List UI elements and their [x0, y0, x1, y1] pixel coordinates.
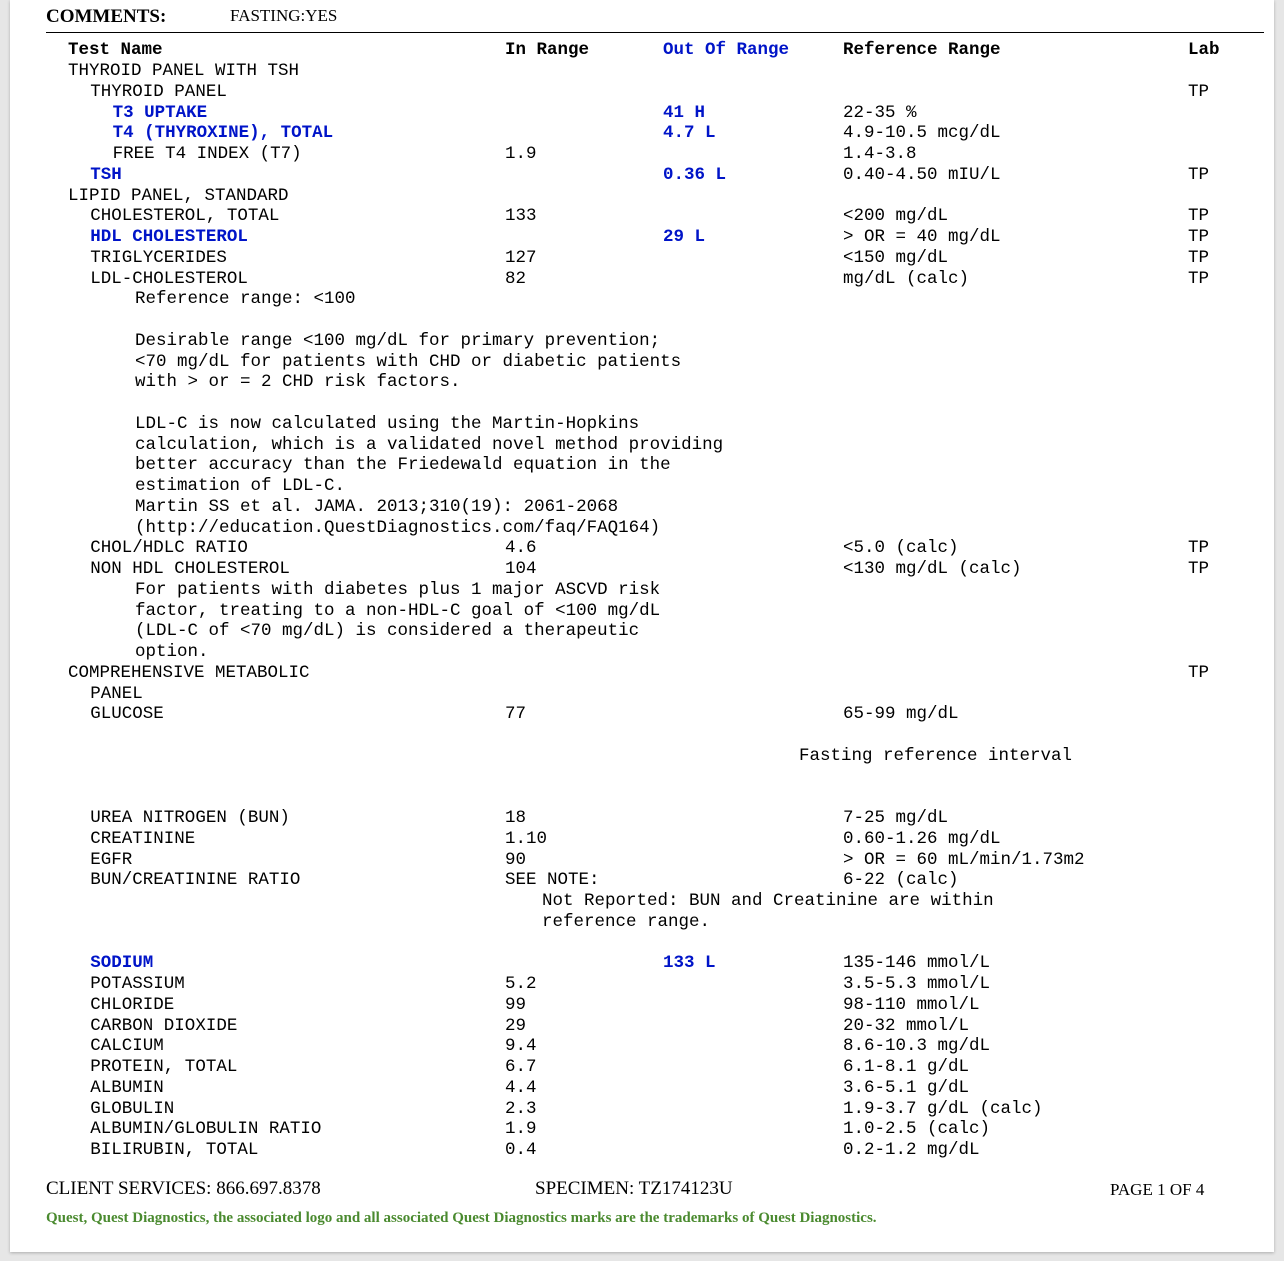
- out-of-range-value: 4.7 L: [663, 123, 716, 144]
- reference-range: <150 mg/dL: [843, 247, 949, 268]
- result-note: Martin SS et al. JAMA. 2013;310(19): 2061-2068: [135, 496, 619, 517]
- lab-code: TP: [1188, 206, 1210, 227]
- reference-range: 7-25 mg/dL: [843, 808, 949, 828]
- in-range-value: 127: [505, 247, 537, 268]
- result-note: (LDL-C of <70 mg/dL) is considered a therapeutic: [135, 621, 640, 642]
- result-row: [10, 82, 1274, 102]
- result-note: Not Reported: BUN and Creatinine are within: [542, 891, 994, 911]
- result-row: [10, 538, 1274, 558]
- test-name: NON HDL CHOLESTEROL: [90, 559, 290, 579]
- lab-code: TP: [1188, 268, 1210, 289]
- lab-code: TP: [1188, 164, 1210, 185]
- result-note: For patients with diabetes plus 1 major ASCVD risk: [135, 579, 661, 600]
- result-note: factor, treating to a non-HDL-C goal of <100 mg/dL: [135, 600, 661, 621]
- test-name: FREE T4 INDEX (T7): [112, 144, 302, 164]
- result-row: [10, 974, 1274, 994]
- result-row: [10, 61, 1274, 81]
- reference-range: > OR = 40 mg/dL: [843, 227, 1001, 247]
- test-name: CHLORIDE: [90, 994, 175, 1015]
- out-of-range-value: 0.36 L: [663, 164, 727, 185]
- in-range-value: 104: [505, 559, 537, 579]
- reference-range: 3.5-5.3 mmol/L: [843, 974, 991, 994]
- result-row: [10, 829, 1274, 849]
- header-out-of-range: Out Of Range: [663, 40, 790, 60]
- reference-range: 98-110 mmol/L: [843, 994, 980, 1015]
- result-note: estimation of LDL-C.: [135, 476, 346, 496]
- header-lab: Lab: [1188, 40, 1220, 60]
- result-row: [10, 123, 1274, 143]
- test-name: HDL CHOLESTEROL: [90, 227, 248, 247]
- result-note: Desirable range <100 mg/dL for primary prevention;: [135, 330, 661, 351]
- result-row: [10, 663, 1274, 683]
- test-name: CHOL/HDLC RATIO: [90, 538, 248, 559]
- test-name: COMPREHENSIVE METABOLIC: [68, 662, 310, 683]
- in-range-value: 99: [505, 994, 527, 1015]
- out-of-range-value: 133 L: [663, 953, 716, 974]
- in-range-value: 77: [505, 704, 527, 725]
- result-row: [10, 227, 1274, 247]
- in-range-value: 0.4: [505, 1140, 537, 1160]
- test-name: SODIUM: [90, 953, 154, 974]
- test-name: CALCIUM: [90, 1036, 164, 1057]
- reference-range: <5.0 (calc): [843, 538, 959, 559]
- in-range-value: 1.10: [505, 828, 548, 849]
- in-range-value: 90: [505, 849, 527, 870]
- result-note: <70 mg/dL for patients with CHD or diabetic patients: [135, 351, 682, 372]
- in-range-value: 4.6: [505, 538, 537, 559]
- reference-range: 6-22 (calc): [843, 870, 959, 891]
- result-row: [10, 269, 1274, 289]
- result-row: [10, 103, 1274, 123]
- report-page: [10, 0, 1274, 1252]
- reference-range: <200 mg/dL: [843, 206, 949, 227]
- result-note: with > or = 2 CHD risk factors.: [135, 372, 461, 393]
- test-name: T4 (THYROXINE), TOTAL: [112, 123, 334, 144]
- reference-range: mg/dL (calc): [843, 268, 970, 289]
- reference-range: 0.60-1.26 mg/dL: [843, 828, 1001, 849]
- in-range-value: SEE NOTE:: [505, 870, 600, 891]
- reference-range: 0.2-1.2 mg/dL: [843, 1140, 980, 1160]
- result-row: [10, 206, 1274, 226]
- result-row: [10, 953, 1274, 973]
- lab-code: TP: [1188, 81, 1210, 102]
- lab-code: TP: [1188, 538, 1210, 559]
- reference-range: > OR = 60 mL/min/1.73m2: [843, 849, 1085, 870]
- test-name: PANEL: [90, 683, 143, 704]
- test-name: CHOLESTEROL, TOTAL: [90, 206, 280, 227]
- in-range-value: 133: [505, 206, 537, 227]
- header-divider: [46, 32, 1264, 33]
- test-name: POTASSIUM: [90, 974, 185, 994]
- reference-range: 0.40-4.50 mIU/L: [843, 164, 1001, 185]
- result-row: [10, 1016, 1274, 1036]
- lab-code: TP: [1188, 247, 1210, 268]
- result-note: (http://education.QuestDiagnostics.com/faq/FAQ164): [135, 517, 661, 538]
- test-name: CREATININE: [90, 828, 196, 849]
- test-name: CARBON DIOXIDE: [90, 1015, 238, 1036]
- test-name: ALBUMIN/GLOBULIN RATIO: [90, 1119, 322, 1140]
- test-name: GLUCOSE: [90, 704, 164, 725]
- reference-range: 65-99 mg/dL: [843, 704, 959, 725]
- reference-range: 8.6-10.3 mg/dL: [843, 1036, 991, 1057]
- result-row: [10, 684, 1274, 704]
- lab-code: TP: [1188, 559, 1210, 579]
- in-range-value: 29: [505, 1015, 527, 1036]
- reference-range: 6.1-8.1 g/dL: [843, 1057, 970, 1077]
- header-in-range: In Range: [505, 40, 590, 60]
- in-range-value: 1.9: [505, 144, 537, 164]
- in-range-value: 82: [505, 268, 527, 289]
- result-row: [10, 559, 1274, 579]
- reference-range: <130 mg/dL (calc): [843, 559, 1022, 579]
- result-row: [10, 1078, 1274, 1098]
- header-reference-range: Reference Range: [843, 40, 1001, 60]
- result-row: [10, 704, 1274, 724]
- in-range-value: 4.4: [505, 1077, 537, 1098]
- page-number: PAGE 1 OF 4: [1110, 1180, 1205, 1199]
- result-row: [10, 1099, 1274, 1119]
- result-row: [10, 1119, 1274, 1139]
- in-range-value: 18: [505, 808, 527, 828]
- specimen-id: SPECIMEN: TZ174123U: [535, 1178, 733, 1199]
- test-name: THYROID PANEL: [90, 81, 227, 102]
- result-row: [10, 995, 1274, 1015]
- result-row: [10, 165, 1274, 185]
- result-row: [10, 850, 1274, 870]
- test-name: UREA NITROGEN (BUN): [90, 808, 290, 828]
- result-note: option.: [135, 642, 209, 662]
- result-row: [10, 186, 1274, 206]
- comments-label: COMMENTS:: [46, 6, 167, 27]
- reference-range: 1.0-2.5 (calc): [843, 1119, 991, 1140]
- lab-code: TP: [1188, 227, 1210, 247]
- result-note: calculation, which is a validated novel method providing: [135, 434, 724, 455]
- result-row: [10, 870, 1274, 890]
- result-row: [10, 808, 1274, 828]
- test-name: TSH: [90, 164, 122, 185]
- test-name: LIPID PANEL, STANDARD: [68, 185, 289, 206]
- test-name: EGFR: [90, 849, 133, 870]
- lab-code: TP: [1188, 662, 1210, 683]
- out-of-range-value: 29 L: [663, 227, 706, 247]
- test-name: BUN/CREATININE RATIO: [90, 870, 301, 891]
- result-note: Reference range: <100: [135, 289, 356, 310]
- test-name: GLOBULIN: [90, 1098, 175, 1119]
- in-range-value: 6.7: [505, 1057, 537, 1077]
- in-range-value: 9.4: [505, 1036, 537, 1057]
- result-row: [10, 1140, 1274, 1160]
- result-note: reference range.: [542, 911, 711, 932]
- reference-range: 1.4-3.8: [843, 144, 917, 164]
- test-name: THYROID PANEL WITH TSH: [68, 61, 300, 81]
- test-name: LDL-CHOLESTEROL: [90, 268, 248, 289]
- in-range-value: 5.2: [505, 974, 537, 994]
- out-of-range-value: 41 H: [663, 102, 706, 123]
- result-note: better accuracy than the Friedewald equation in the: [135, 455, 671, 476]
- reference-range: 1.9-3.7 g/dL (calc): [843, 1098, 1043, 1119]
- result-row: [10, 1057, 1274, 1077]
- test-name: ALBUMIN: [90, 1077, 164, 1098]
- reference-range: 22-35 %: [843, 102, 917, 123]
- result-note: LDL-C is now calculated using the Martin-Hopkins: [135, 413, 640, 434]
- reference-range: 20-32 mmol/L: [843, 1015, 970, 1036]
- result-row: [10, 1036, 1274, 1056]
- comments-value: FASTING:YES: [230, 6, 338, 25]
- header-test-name: Test Name: [68, 40, 163, 60]
- result-row: [10, 248, 1274, 268]
- test-name: PROTEIN, TOTAL: [90, 1057, 238, 1077]
- trademark-notice: Quest, Quest Diagnostics, the associated logo and all associated Quest Diagnostics marks are the trademarks of Quest Diagnostics.: [46, 1210, 877, 1226]
- test-name: T3 UPTAKE: [112, 102, 208, 123]
- result-row: [10, 144, 1274, 164]
- in-range-value: 1.9: [505, 1119, 537, 1140]
- in-range-value: 2.3: [505, 1098, 537, 1119]
- reference-range: 3.6-5.1 g/dL: [843, 1077, 970, 1098]
- reference-range: 135-146 mmol/L: [843, 953, 991, 974]
- reference-range: 4.9-10.5 mcg/dL: [843, 123, 1001, 144]
- test-name: BILIRUBIN, TOTAL: [90, 1140, 259, 1160]
- test-name: TRIGLYCERIDES: [90, 247, 227, 268]
- result-note: Fasting reference interval: [799, 745, 1073, 766]
- client-services: CLIENT SERVICES: 866.697.8378: [46, 1178, 321, 1199]
